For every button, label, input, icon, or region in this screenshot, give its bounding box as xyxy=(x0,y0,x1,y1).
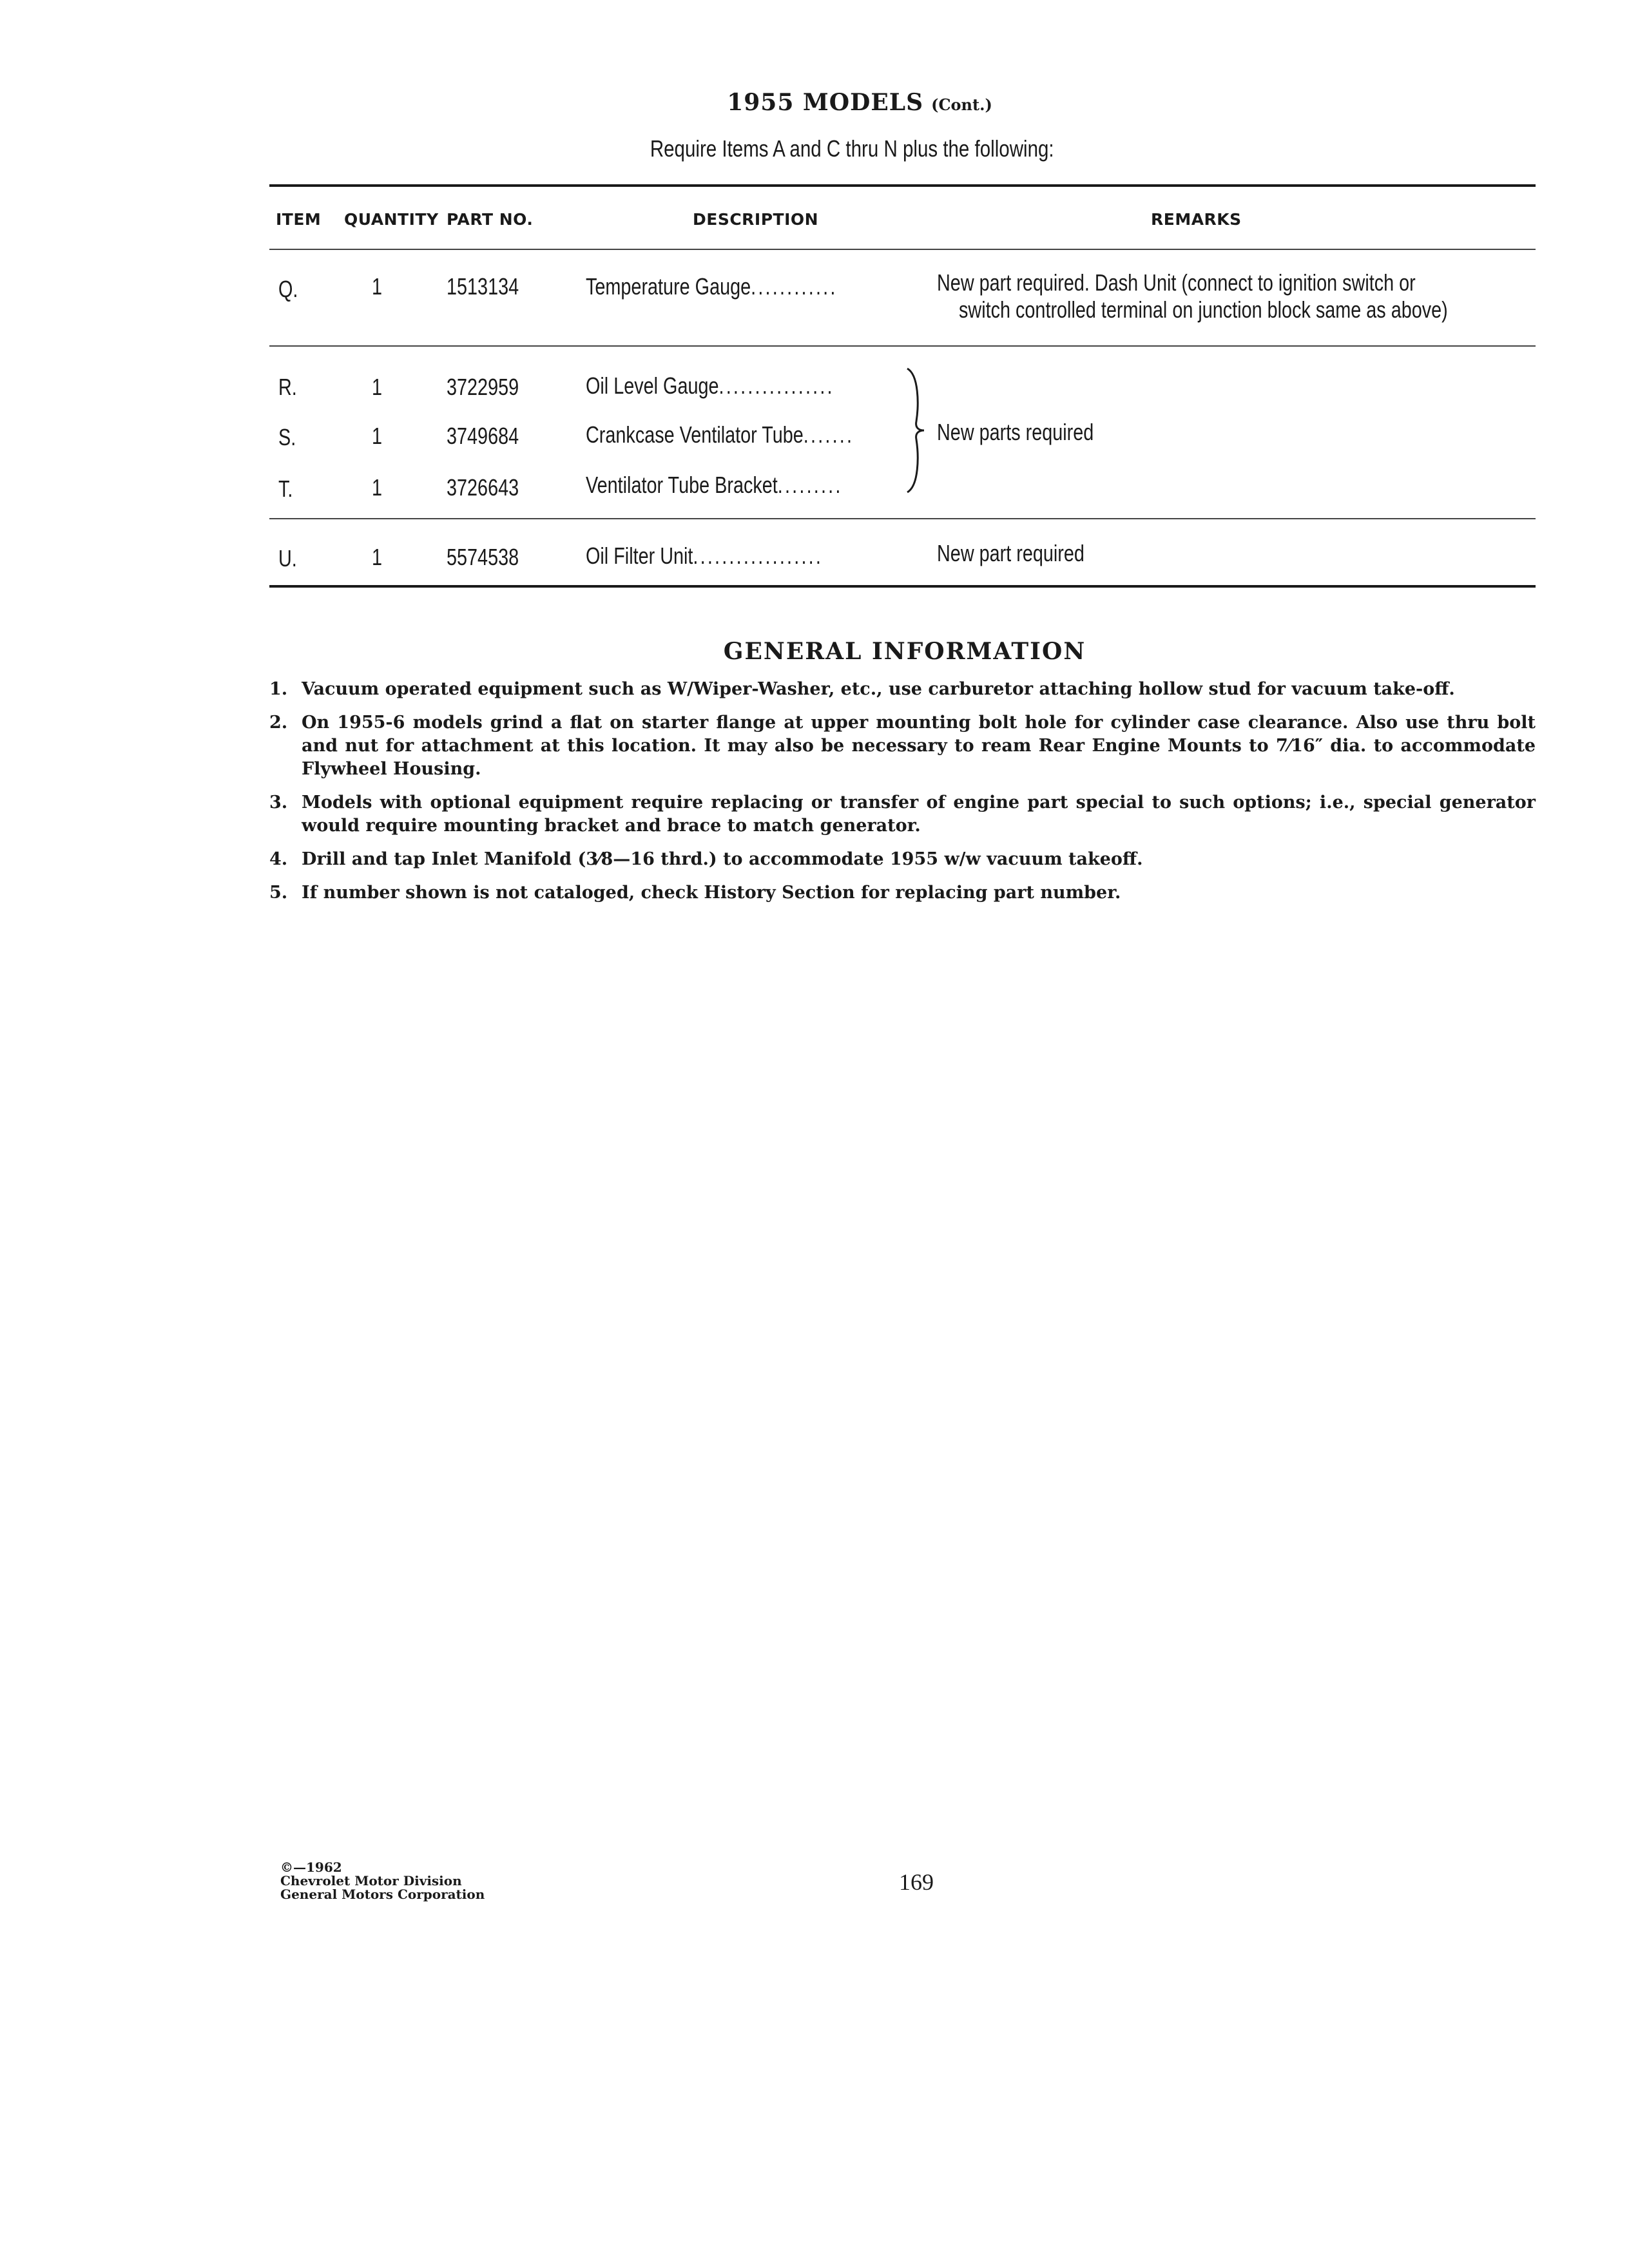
list-item-number: 5. xyxy=(269,883,288,903)
row-description xyxy=(586,472,843,499)
list-item xyxy=(269,678,1536,701)
row-quantity: 1 xyxy=(372,423,383,449)
list-item xyxy=(269,881,1536,905)
row-description xyxy=(586,273,838,300)
list-item xyxy=(269,791,1536,838)
page-number: 169 xyxy=(899,1869,934,1895)
leader-dots: ......... xyxy=(777,472,843,498)
row-part-no: 5574538 xyxy=(447,544,519,570)
group-remarks: New parts required xyxy=(937,419,1094,445)
column-header-description: DESCRIPTION xyxy=(693,210,819,229)
description-text: Temperature Gauge xyxy=(586,273,751,300)
leader-dots: ....... xyxy=(803,421,854,448)
list-item xyxy=(269,848,1536,871)
list-item-text: On 1955-6 models grind a flat on starter flange at upper mounting bolt hole for cylinder case clearance. Also use thru bolt and nut for attachment at this location. It may also be necessary to ream Rear Engine Mounts to 7⁄16″ dia. to accommodate Flywheel Housing. xyxy=(302,713,1536,779)
header-rule xyxy=(269,249,1536,250)
row-item: T. xyxy=(278,476,293,502)
row-description xyxy=(586,372,834,399)
row-quantity: 1 xyxy=(372,544,383,570)
list-item-text: Models with optional equipment require replacing or transfer of engine part special to such options; i.e., special generator would require mounting bracket and brace to match generator. xyxy=(302,793,1536,836)
description-text: Crankcase Ventilator Tube xyxy=(586,421,804,448)
row-quantity: 1 xyxy=(372,273,383,300)
description-text: Ventilator Tube Bracket xyxy=(586,472,778,498)
footer-division: Chevrolet Motor Division xyxy=(280,1873,462,1888)
row-item: Q. xyxy=(278,276,298,302)
row-part-no: 1513134 xyxy=(447,273,519,300)
row-item: R. xyxy=(278,374,297,400)
row-part-no: 3749684 xyxy=(447,423,519,449)
row-remarks: New part required xyxy=(937,540,1084,566)
page-title xyxy=(0,89,1629,116)
row-remarks-line1: New part required. Dash Unit (connect to ignition switch or xyxy=(937,269,1416,296)
row-description xyxy=(586,543,823,570)
group-brace-icon xyxy=(902,366,928,495)
row-quantity: 1 xyxy=(372,474,383,501)
description-text: Oil Filter Unit xyxy=(586,543,693,569)
row-part-no: 3722959 xyxy=(447,374,519,400)
title-suffix: (Cont.) xyxy=(931,95,992,114)
list-item-number: 3. xyxy=(269,793,288,812)
row-item: S. xyxy=(278,424,296,450)
row-remarks-line2: switch controlled terminal on junction block same as above) xyxy=(959,296,1448,323)
table-top-rule xyxy=(269,184,1536,187)
title-main: 1955 MODELS xyxy=(727,89,924,116)
description-text: Oil Level Gauge xyxy=(586,372,719,399)
column-header-item: ITEM xyxy=(276,210,322,229)
leader-dots: ............ xyxy=(751,273,838,300)
leader-dots: ................ xyxy=(718,372,834,399)
list-item-text: If number shown is not cataloged, check History Section for replacing part number. xyxy=(302,883,1121,903)
column-header-remarks: REMARKS xyxy=(1151,210,1242,229)
list-item-text: Drill and tap Inlet Manifold (3⁄8—16 thrd.) to accommodate 1955 w/w vacuum takeoff. xyxy=(302,849,1143,869)
column-header-part-no: PART NO. xyxy=(447,210,534,229)
general-information-heading: GENERAL INFORMATION xyxy=(723,638,1086,665)
table-bottom-rule xyxy=(269,585,1536,588)
list-item-text: Vacuum operated equipment such as W/Wiper-Washer, etc., use carburetor attaching hollow stud for vacuum take-off. xyxy=(302,679,1455,699)
list-item-number: 2. xyxy=(269,713,288,733)
row-divider xyxy=(269,518,1536,519)
list-item-number: 1. xyxy=(269,679,288,699)
row-item: U. xyxy=(278,545,297,572)
footer-corporation: General Motors Corporation xyxy=(280,1887,485,1902)
footer-copyright: ©—1962 xyxy=(280,1860,342,1875)
row-divider xyxy=(269,345,1536,347)
row-description xyxy=(586,421,854,448)
list-item xyxy=(269,711,1536,781)
column-header-quantity: QUANTITY xyxy=(344,210,439,229)
row-quantity: 1 xyxy=(372,374,383,400)
list-item-number: 4. xyxy=(269,849,288,869)
footer-credits xyxy=(280,1861,485,1901)
general-information-list xyxy=(269,678,1536,915)
row-part-no: 3726643 xyxy=(447,474,519,501)
leader-dots: .................. xyxy=(693,543,824,569)
page-subtitle: Require Items A and C thru N plus the following: xyxy=(650,135,1054,162)
